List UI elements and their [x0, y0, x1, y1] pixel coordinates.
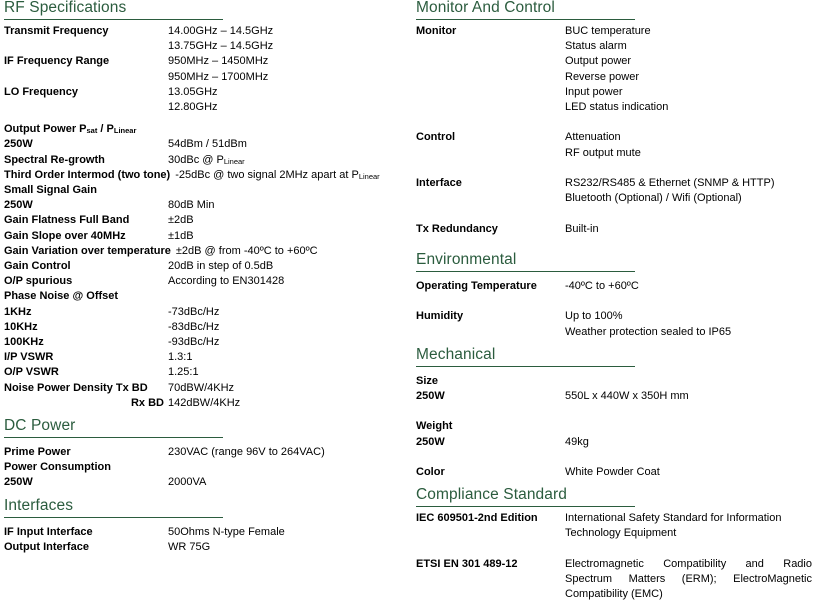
section-environmental	[416, 252, 816, 340]
spacer	[416, 161, 816, 176]
spec-label: Humidity	[416, 310, 464, 323]
spec-row	[4, 259, 404, 274]
spec-value: ±2dB	[168, 214, 194, 227]
spec-label: Third Order Intermod (two tone)	[4, 168, 171, 181]
spec-value: BUC temperature	[565, 25, 651, 37]
spec-rows	[4, 24, 404, 411]
spec-label: Power Consumption	[4, 461, 111, 474]
spec-label: Output Interface	[4, 540, 89, 553]
spec-row	[4, 24, 404, 39]
spec-label: 250W	[416, 389, 445, 402]
spec-value: RS232/RS485 & Ethernet (SNMP & HTTP)	[565, 177, 775, 189]
spec-row	[416, 389, 816, 404]
spec-label: IF Input Interface	[4, 525, 93, 538]
left-column	[4, 0, 404, 555]
spec-row	[4, 350, 404, 365]
spec-row	[416, 70, 816, 85]
spec-label: 250W	[4, 476, 33, 489]
spec-value: 1.3:1	[168, 351, 193, 364]
spec-row	[4, 100, 404, 115]
spec-row	[416, 176, 816, 191]
spec-row	[416, 39, 816, 54]
spec-row	[416, 309, 816, 324]
spec-label: Gain Control	[4, 260, 71, 273]
spec-label: IEC 609501-2nd Edition	[416, 512, 538, 525]
spec-label: Rx BD	[130, 396, 164, 409]
spec-label: I/P VSWR	[4, 351, 54, 364]
spec-value: RF output mute	[565, 146, 641, 159]
spec-value: Weather protection sealed to IP65	[565, 325, 732, 338]
spec-row	[4, 137, 404, 152]
spec-row	[4, 54, 404, 69]
spec-row	[416, 222, 816, 237]
spec-row	[416, 100, 816, 115]
spec-rows	[4, 525, 404, 555]
spec-row	[416, 54, 816, 69]
spec-row	[4, 244, 404, 259]
section-monitor-and-control	[416, 0, 816, 237]
spec-value: 14.00GHz – 14.5GHz	[168, 25, 274, 37]
section-interfaces	[4, 498, 404, 555]
spec-label: LO Frequency	[4, 85, 78, 98]
spec-value: Status alarm	[565, 40, 627, 53]
spec-rows	[416, 374, 816, 480]
spec-value: 20dB in step of 0.5dB	[168, 260, 274, 273]
spec-label: Color	[416, 465, 445, 478]
spec-value: 2000VA	[168, 476, 207, 489]
spec-value: Built-in	[565, 222, 599, 235]
spec-label: IF Frequency Range	[4, 55, 110, 68]
spec-value: 142dBW/4KHz	[168, 396, 241, 409]
spec-label: 1KHz	[4, 305, 32, 318]
spec-row	[4, 274, 404, 289]
spacer	[416, 237, 816, 252]
spec-row	[4, 153, 404, 168]
spacer	[416, 294, 816, 309]
spec-value: 950MHz – 1450MHz	[168, 55, 269, 68]
section-rf-specifications	[4, 0, 404, 411]
spec-value: 12.80GHz	[168, 101, 218, 114]
spec-value: WR 75G	[168, 540, 211, 553]
spec-row	[4, 381, 404, 396]
spec-value: LED status indication	[565, 101, 669, 114]
spacer	[416, 367, 816, 374]
spec-value: -25dBc @ two signal 2MHz apart at PLinear	[175, 168, 380, 181]
spec-label: Gain Flatness Full Band	[4, 214, 130, 227]
spec-row	[4, 229, 404, 244]
spec-value: 1.25:1	[168, 366, 199, 379]
spec-label: Monitor	[416, 25, 457, 37]
spec-value: 13.05GHz	[168, 85, 218, 98]
spec-row	[4, 183, 404, 198]
spec-row	[4, 475, 404, 490]
spec-row	[416, 24, 816, 39]
spec-label: 250W	[4, 199, 33, 212]
spec-row	[4, 305, 404, 320]
spec-row	[4, 540, 404, 555]
spec-value: Bluetooth (Optional) / Wifi (Optional)	[565, 192, 742, 205]
spacer	[416, 115, 816, 130]
spec-row	[416, 191, 816, 206]
spec-label: Spectral Re-growth	[4, 153, 105, 166]
spec-value: According to EN301428	[168, 275, 285, 288]
spec-value: International Safety Standard for Information	[565, 512, 782, 525]
spec-rows	[416, 279, 816, 340]
spec-row	[416, 511, 816, 526]
spec-row	[4, 85, 404, 100]
spec-label: Prime Power	[4, 446, 71, 459]
spec-row	[4, 70, 404, 85]
spacer	[416, 542, 816, 557]
spec-row	[4, 460, 404, 475]
spec-row	[4, 525, 404, 540]
spec-rows	[416, 24, 816, 237]
spec-row	[4, 320, 404, 335]
spec-row	[416, 146, 816, 161]
spec-rows	[416, 511, 816, 602]
spacer	[4, 518, 404, 525]
spec-label: 10KHz	[4, 320, 38, 333]
spec-row	[416, 85, 816, 100]
spec-label: Transmit Frequency	[4, 25, 109, 37]
spec-label: Gain Slope over 40MHz	[4, 229, 126, 242]
spec-row	[416, 557, 816, 602]
spec-row	[4, 168, 404, 183]
spec-value: -40ºC to +60ºC	[565, 279, 639, 292]
spec-row	[416, 526, 816, 541]
spec-value: 30dBc @ PLinear	[168, 153, 245, 166]
section-title: RF Specifications	[4, 0, 127, 16]
spec-value: ±1dB	[168, 229, 194, 242]
spec-label: Size	[416, 374, 439, 387]
spec-value: ±2dB @ from -40ºC to +60ºC	[175, 244, 318, 257]
spec-label: O/P spurious	[4, 275, 73, 288]
spec-row-output-power	[4, 122, 404, 137]
spec-value: Input power	[565, 85, 623, 98]
spec-value: -93dBc/Hz	[168, 336, 220, 349]
spec-value: -73dBc/Hz	[168, 305, 220, 318]
spec-value: Electromagnetic Compatibility and Radio Spectrum Matters (ERM); ElectroMagnetic Compatibility (EMC)	[565, 557, 812, 601]
spec-label: Operating Temperature	[416, 279, 537, 292]
spec-label: Gain Variation over temperature	[4, 244, 171, 257]
section-title: Environmental	[416, 250, 517, 268]
spec-value: 49kg	[565, 435, 589, 448]
spacer	[416, 450, 816, 465]
section-mechanical	[416, 347, 816, 480]
spec-row	[416, 419, 816, 434]
spec-value: Technology Equipment	[565, 527, 677, 540]
section-title: Monitor And Control	[416, 0, 555, 16]
spec-row	[4, 289, 404, 304]
spec-row	[4, 39, 404, 54]
spec-value: Reverse power	[565, 70, 639, 83]
spec-row	[416, 435, 816, 450]
spec-value: White Powder Coat	[565, 465, 660, 478]
spec-row	[4, 445, 404, 460]
spec-value: 70dBW/4KHz	[168, 381, 235, 394]
spec-label: 250W	[4, 138, 33, 151]
section-title: Mechanical	[416, 345, 496, 363]
section-dc-power	[4, 418, 404, 491]
spec-row-rx-bd	[4, 396, 404, 411]
spec-label: 100KHz	[4, 336, 44, 349]
spec-row	[416, 279, 816, 294]
spec-label: Noise Power Density Tx BD	[4, 381, 148, 394]
spacer	[416, 404, 816, 419]
spec-row	[4, 365, 404, 380]
spec-value: Up to 100%	[565, 310, 623, 323]
section-title: Interfaces	[4, 496, 74, 514]
section-compliance-standard	[416, 487, 816, 602]
spec-label: ETSI EN 301 489-12	[416, 557, 518, 570]
spacer	[4, 438, 404, 445]
spec-row	[416, 325, 816, 340]
spec-label: Phase Noise @ Offset	[4, 290, 119, 303]
spec-value: Output power	[565, 55, 632, 68]
spec-rows	[4, 445, 404, 491]
spec-row	[416, 130, 816, 145]
spec-label: Tx Redundancy	[416, 222, 498, 235]
spec-label: Control	[416, 131, 456, 144]
spacer	[416, 272, 816, 279]
section-title: DC Power	[4, 417, 76, 435]
spec-label: Interface	[416, 177, 462, 189]
right-column	[416, 0, 816, 602]
spec-row	[4, 198, 404, 213]
section-title: Compliance Standard	[416, 486, 567, 504]
spec-value: 50Ohms N-type Female	[168, 525, 285, 538]
spec-label: O/P VSWR	[4, 366, 59, 379]
spec-label: 250W	[416, 435, 445, 448]
spec-value: 80dB Min	[168, 199, 215, 212]
spec-value: 950MHz – 1700MHz	[168, 70, 269, 83]
spacer	[4, 115, 404, 122]
spec-value: 550L x 440W x 350H mm	[565, 389, 689, 402]
spec-label: Output Power Psat / PLinear	[4, 123, 137, 136]
spec-value: 13.75GHz – 14.5GHz	[168, 40, 274, 53]
spec-value: Attenuation	[565, 131, 621, 144]
spec-row	[4, 213, 404, 228]
spec-value: -83dBc/Hz	[168, 320, 220, 333]
spec-row	[416, 465, 816, 480]
spec-value: 54dBm / 51dBm	[168, 138, 247, 151]
spec-value: 230VAC (range 96V to 264VAC)	[168, 446, 325, 459]
spec-label: Small Signal Gain	[4, 184, 97, 197]
spec-label: Weight	[416, 420, 453, 433]
spec-row	[4, 335, 404, 350]
spacer	[416, 206, 816, 221]
spec-row	[416, 374, 816, 389]
